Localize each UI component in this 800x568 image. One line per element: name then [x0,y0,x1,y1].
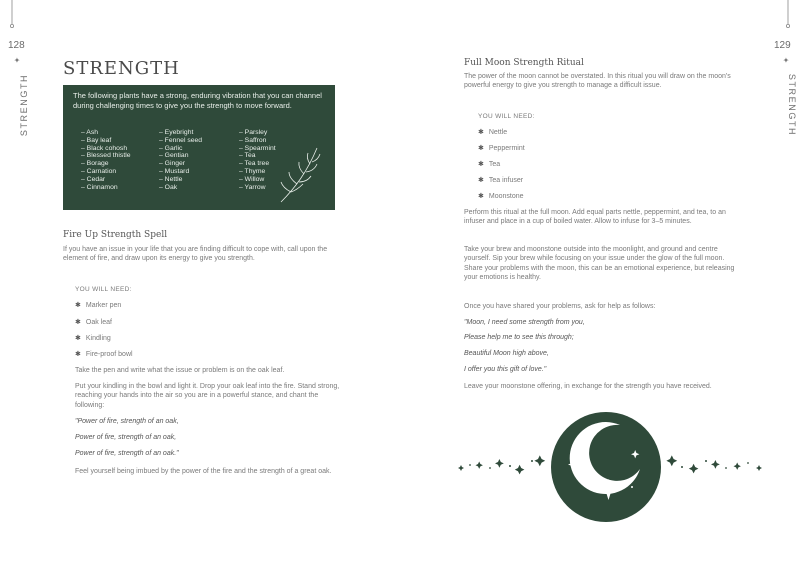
star-icon: ✦ [13,56,21,65]
plant-box [63,85,335,210]
star-trail-right [666,455,762,473]
star-bullet-icon: ✱ [75,351,81,358]
chant-line: I offer you this gift of love." [464,366,547,373]
need-item: ✱ Tea [478,161,501,168]
star-bullet-icon: ✱ [478,145,484,152]
star-bullet-icon: ✱ [75,302,81,309]
step-text: Once you have shared your problems, ask for help as follows: [464,303,656,310]
chant-line: "Moon, I need some strength from you, [464,319,585,326]
plant-item: – Saffron [239,136,267,144]
step-text: Take the pen and write what the issue or problem is on the oak leaf. [75,367,285,374]
plant-item: – Nettle [159,175,183,183]
spell-intro: If you have an issue in your life that you are finding difficult to cope with, call upon the element of fire, and draw upon its energy to give you strength. [63,246,328,263]
chant-line: Beautiful Moon high above, [464,350,549,357]
plant-item: – Gentian [159,152,189,160]
herb-sprig-icon [277,144,327,204]
chant-line: Power of fire, strength of an oak, [75,434,177,441]
plant-item: – Yarrow [239,183,266,191]
plant-item: – Oak [159,183,178,191]
plant-item: – Carnation [81,167,117,175]
star-bullet-icon: ✱ [478,161,484,168]
plant-item: – Borage [81,160,109,168]
need-item: ✱ Kindling [75,335,111,342]
plant-column-1 [81,129,161,191]
need-item: ✱ Moonstone [478,193,524,200]
plant-item: – Ash [81,129,99,136]
need-item: ✱ Marker pen [75,302,122,309]
plant-item: – Mustard [159,167,190,175]
need-item: ✱ Fire-proof bowl [75,351,133,358]
ritual-title: Full Moon Strength Ritual [464,58,584,68]
star-bullet-icon: ✱ [75,335,81,342]
star-bullet-icon: ✱ [478,129,484,136]
plant-item: – Willow [239,175,265,183]
moon-illustration [456,405,776,525]
plant-item: – Thyme [239,167,266,175]
chant-line: "Power of fire, strength of an oak, [75,418,179,425]
page-title: STRENGTH [63,58,180,79]
need-item: ✱ Oak leaf [75,319,112,326]
plant-box-intro: The following plants have a strong, enduring vibration that you can channel during challenging times to give you the strength to move forward. [73,91,322,110]
closing-text: Feel yourself being imbued by the power of the fire and the strength of a great oak. [75,468,332,475]
ritual-intro: The power of the moon cannot be overstated. In this ritual you will draw on the moon's powerful energy to give you strength to manage a difficult issue. [464,73,731,90]
need-item: ✱ Tea infuser [478,177,524,184]
you-will-need-label: YOU WILL NEED: [75,286,132,293]
running-head: STRENGTH [787,73,798,137]
you-will-need-label: YOU WILL NEED: [478,113,535,120]
step-text: Put your kindling in the bowl and light it. Drop your oak leaf into the fire. Stand strong, reaching your hands into the air so you are in a powerful stance, and chant the following: [75,383,340,409]
page-number: 129 [774,40,791,51]
running-head: STRENGTH [19,73,30,137]
ornament-icon [6,0,18,32]
plant-item: – Black cohosh [81,144,128,152]
plant-column-2 [159,129,239,191]
plant-item: – Eyebright [159,129,194,136]
plant-item: – Parsley [239,129,268,136]
spell-title: Fire Up Strength Spell [63,230,168,240]
star-icon: ✦ [782,56,790,65]
plant-item: – Garlic [159,144,183,152]
plant-item: – Cinnamon [81,183,118,191]
plant-item: – Fennel seed [159,136,203,144]
need-item: ✱ Nettle [478,129,508,136]
plant-item: – Spearmint [239,144,276,152]
plant-item: – Cedar [81,175,106,183]
star-bullet-icon: ✱ [478,193,484,200]
closing-text: Leave your moonstone offering, in exchange for the strength you have received. [464,383,712,390]
chant-line: Power of fire, strength of an oak." [75,450,179,457]
need-item: ✱ Peppermint [478,145,525,152]
plant-item: – Tea tree [239,160,270,168]
star-bullet-icon: ✱ [75,319,81,326]
step-text: Take your brew and moonstone outside into the moonlight, and ground and centre yourself. Sip your brew while focusing on your issue under the glow of the full moon. Share your problems with the moon, this can be an emotional experience, but releasing your emotions is healthy. [464,246,735,281]
star-bullet-icon: ✱ [478,177,484,184]
plant-item: – Ginger [159,160,186,168]
plant-item: – Blessed thistle [81,152,131,160]
chant-line: Please help me to see this through; [464,334,574,341]
star-trail-left [458,455,545,474]
ornament-icon [782,0,794,32]
moon-circle [551,412,661,522]
plant-item: – Bay leaf [81,136,112,144]
step-text: Perform this ritual at the full moon. Add equal parts nettle, peppermint, and tea, to an infuser and place in a cup of boiled water. Allow to infuse for 3–5 minutes. [464,209,726,226]
page-number: 128 [8,40,25,51]
plant-item: – Tea [239,152,256,160]
